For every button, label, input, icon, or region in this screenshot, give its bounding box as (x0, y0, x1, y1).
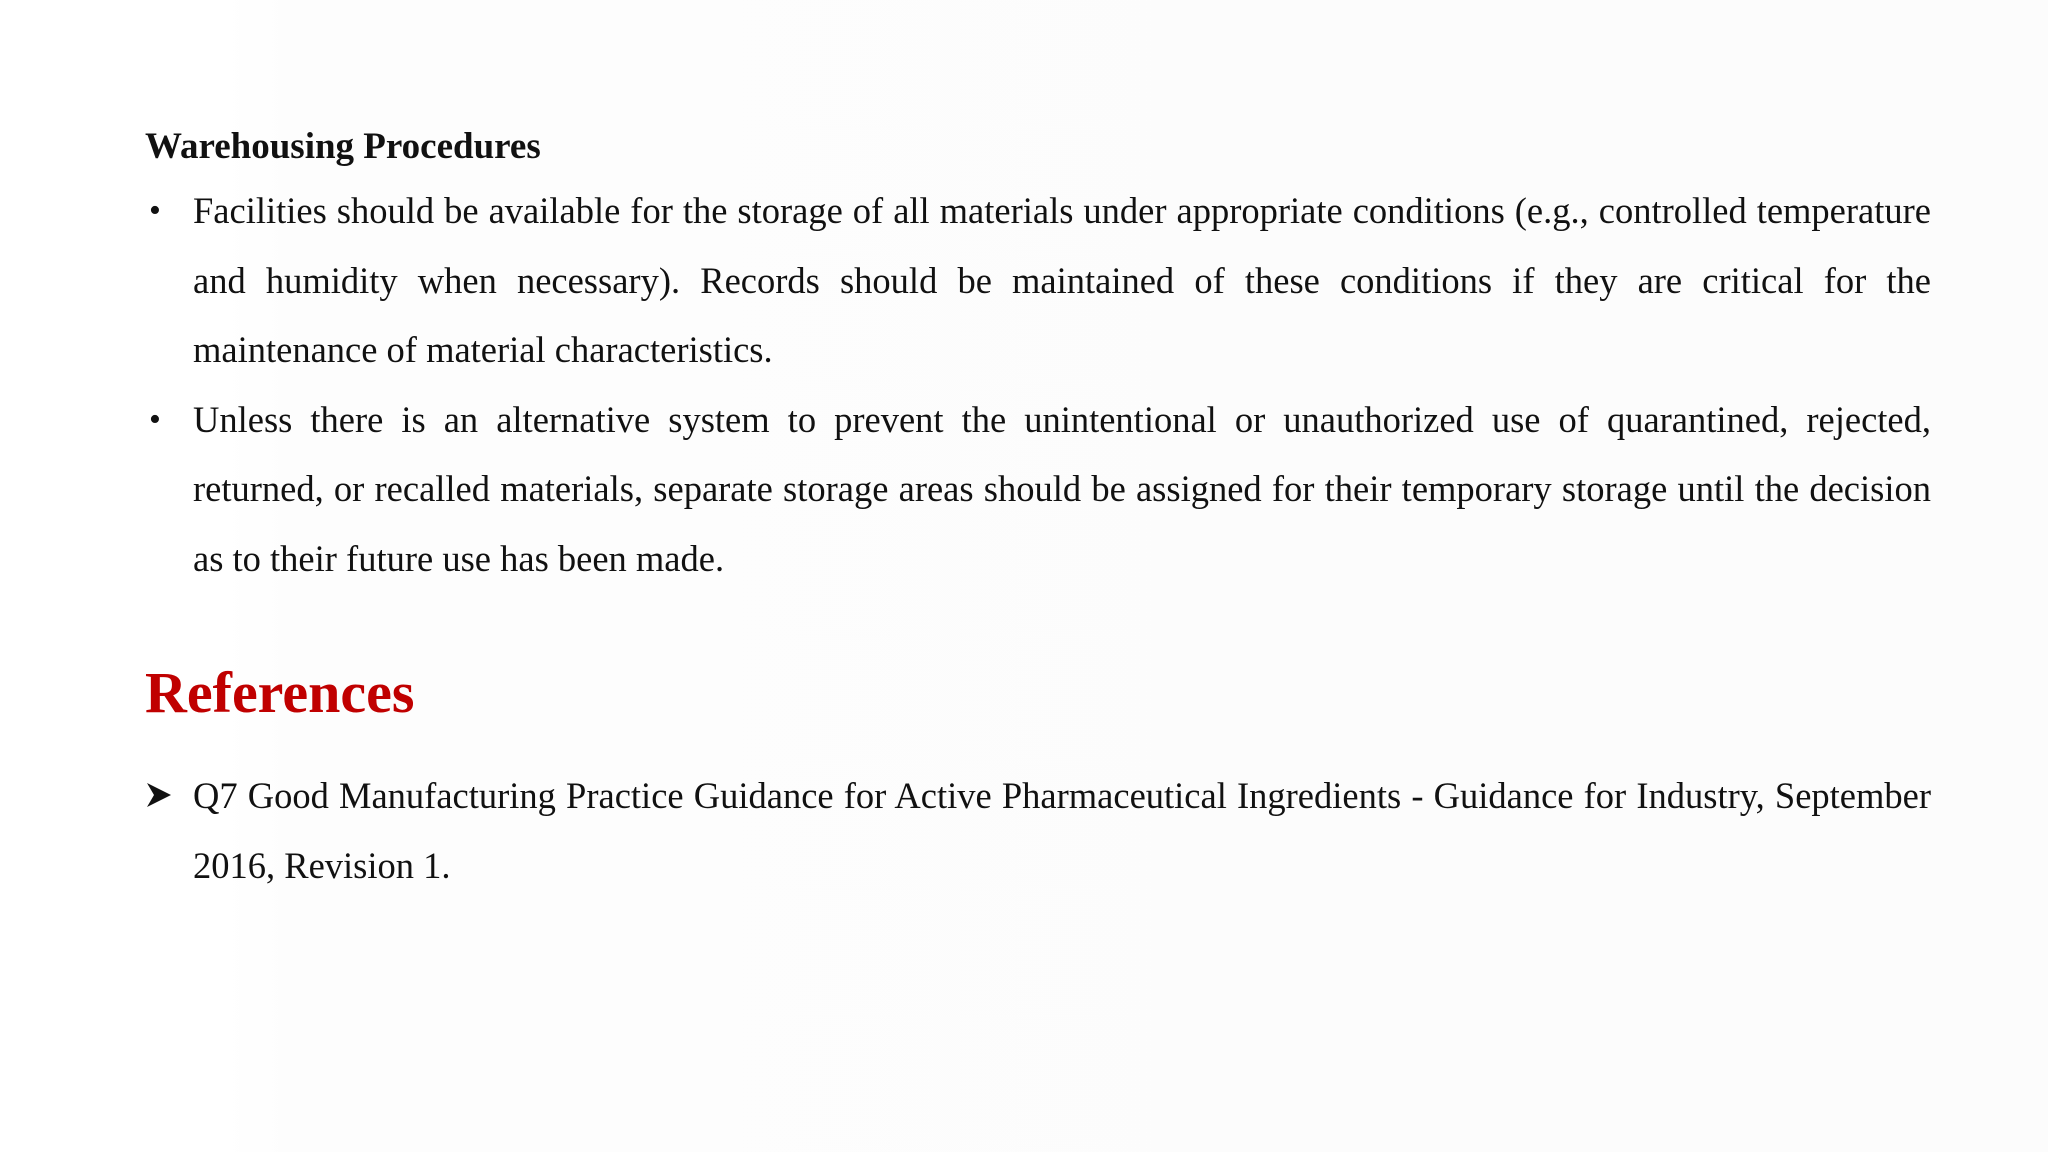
arrowhead-bullet-icon (145, 781, 173, 809)
warehousing-bullet-list (145, 176, 1931, 593)
bullet-text: Unless there is an alternative system to prevent the unintentional or unauthorized use of quarantined, rejected, returned, or recalled materials, separate storage areas should be assigned for their temporary storage until the decision as to their future use has been made. (193, 398, 1931, 579)
reference-item (145, 761, 1931, 900)
section-heading: Warehousing Procedures (145, 126, 541, 167)
bullet-text: Facilities should be available for the storage of all materials under appropriate conditions (e.g., controlled temperature and humidity when necessary). Records should be maintained of these conditions if they are critical for the maintenance of material characteristics. (193, 190, 1931, 370)
references-list (145, 761, 1931, 900)
slide-content (145, 118, 1931, 900)
references-heading: References (145, 660, 415, 725)
reference-text: Q7 Good Manufacturing Practice Guidance for Active Pharmaceutical Ingredients - Guidance for Industry, September 2016, Revision 1. (193, 775, 1931, 886)
bullet-dot-icon: • (149, 192, 161, 229)
bullet-item-facilities (145, 176, 1931, 385)
bullet-dot-icon: • (149, 400, 161, 438)
bullet-item-storage-areas (145, 385, 1931, 594)
